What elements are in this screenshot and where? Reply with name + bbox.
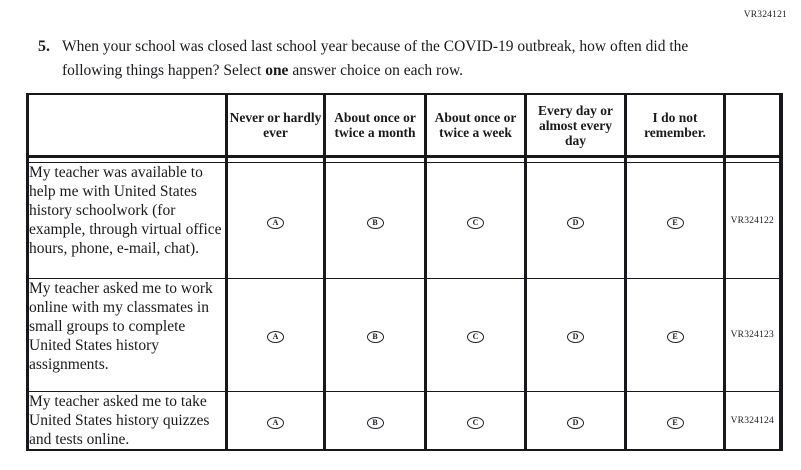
answer-cell — [325, 163, 426, 279]
column-header-never: Never or hardly ever — [227, 94, 325, 157]
survey-matrix-table — [26, 93, 783, 451]
row-label: My teacher asked me to take United States history quizzes and tests online. — [28, 392, 227, 451]
answer-cell — [526, 279, 626, 392]
item-code: VR324122 — [725, 163, 781, 279]
answer-cell — [526, 163, 626, 279]
answer-bubble-d[interactable]: D — [567, 217, 584, 229]
question-text — [62, 35, 694, 83]
column-header-do-not-remember: I do not remember. — [626, 94, 725, 157]
row-label: My teacher asked me to work online with my classmates in small groups to complete United States history assignments. — [28, 279, 227, 392]
item-code: VR324124 — [725, 392, 781, 451]
answer-cell — [626, 392, 725, 451]
answer-cell — [426, 163, 526, 279]
answer-bubble-e[interactable]: E — [667, 417, 684, 429]
answer-bubble-b[interactable]: B — [367, 331, 384, 343]
row-label: My teacher was available to help me with United States history schoolwork (for example, through virtual office hours, phone, e-mail, chat). — [28, 163, 227, 279]
question-number: 5. — [38, 38, 50, 55]
answer-cell — [526, 392, 626, 451]
answer-bubble-e[interactable]: E — [667, 331, 684, 343]
answer-bubble-d[interactable]: D — [567, 331, 584, 343]
answer-bubble-a[interactable]: A — [267, 331, 284, 343]
answer-bubble-a[interactable]: A — [267, 417, 284, 429]
item-code: VR324123 — [725, 279, 781, 392]
column-header-once-twice-month: About once or twice a month — [325, 94, 426, 157]
answer-cell — [426, 279, 526, 392]
column-header-every-day: Every day or almost every day — [526, 94, 626, 157]
question-text-after: answer choice on each row. — [288, 62, 464, 79]
answer-bubble-a[interactable]: A — [267, 217, 284, 229]
answer-bubble-b[interactable]: B — [367, 417, 384, 429]
header-row — [28, 94, 781, 157]
answer-bubble-d[interactable]: D — [567, 417, 584, 429]
question-text-bold: one — [265, 62, 289, 79]
code-column-header — [725, 94, 781, 157]
stem-column-header — [28, 94, 227, 157]
answer-bubble-c[interactable]: C — [467, 331, 484, 343]
answer-cell — [626, 279, 725, 392]
table-row-work-online-groups — [28, 279, 781, 392]
answer-cell — [227, 163, 325, 279]
answer-cell — [626, 163, 725, 279]
column-header-once-twice-week: About once or twice a week — [426, 94, 526, 157]
page-code: VR324121 — [743, 10, 787, 20]
answer-bubble-c[interactable]: C — [467, 217, 484, 229]
answer-bubble-b[interactable]: B — [367, 217, 384, 229]
question-block — [38, 35, 694, 83]
answer-cell — [227, 392, 325, 451]
answer-cell — [325, 279, 426, 392]
answer-cell — [325, 392, 426, 451]
table-row-teacher-available — [28, 163, 781, 279]
table-row-quizzes-tests-online — [28, 392, 781, 451]
answer-cell — [426, 392, 526, 451]
answer-bubble-c[interactable]: C — [467, 417, 484, 429]
answer-cell — [227, 279, 325, 392]
answer-bubble-e[interactable]: E — [667, 217, 684, 229]
question-text-before: When your school was closed last school year because of the COVID-19 outbreak, how often did the following things happen? Select — [62, 38, 689, 79]
